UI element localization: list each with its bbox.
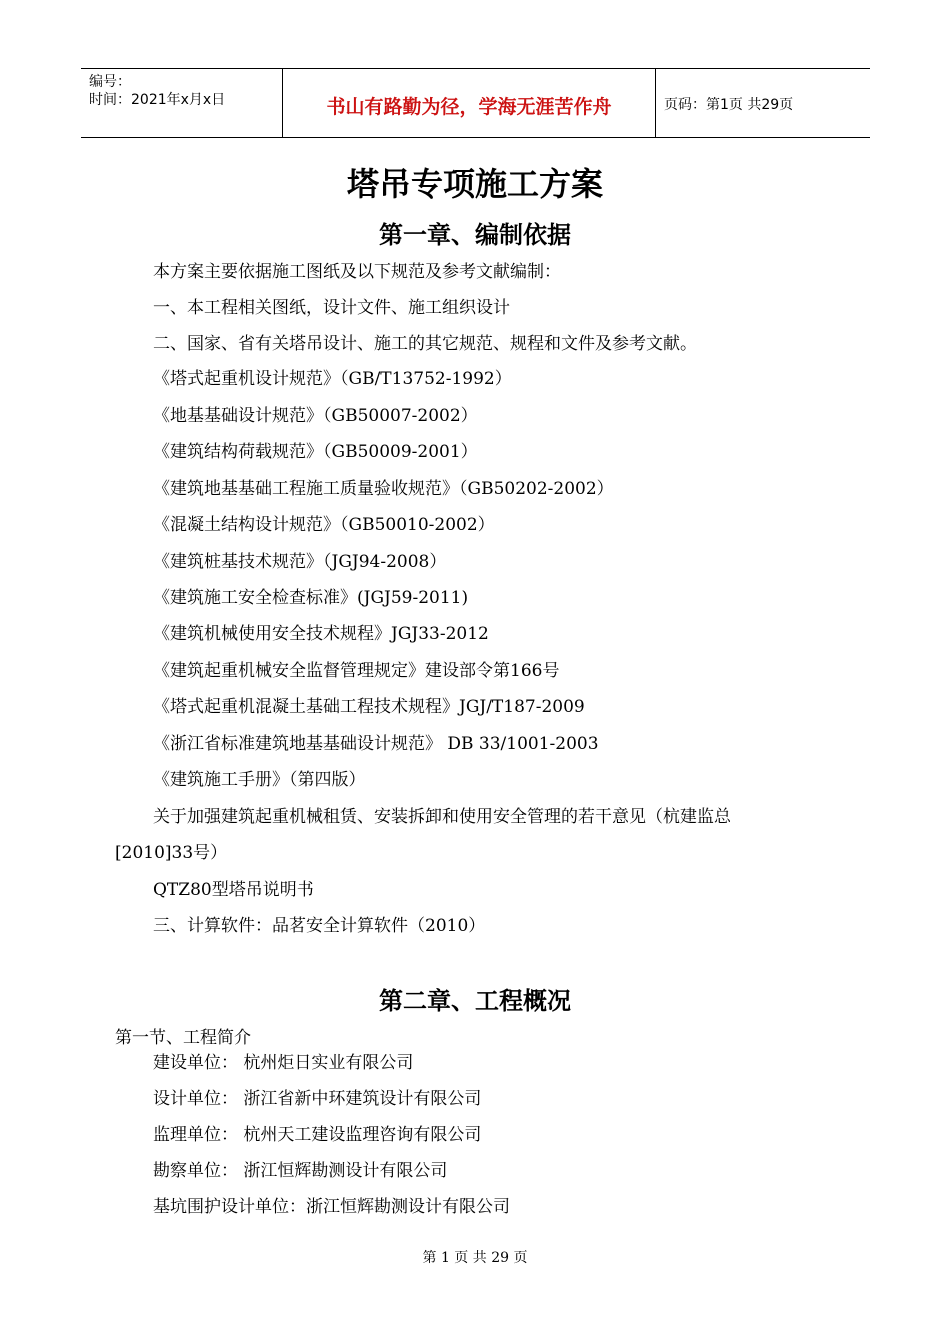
document-time-label: 时间：2021年x月x日	[89, 92, 226, 108]
header-page-cell	[656, 69, 870, 137]
reference-item: 《建筑桩基技术规范》（JGJ94-2008）	[153, 552, 447, 572]
chapter-2-title: 第二章、工程概况	[379, 986, 571, 1015]
reference-item: 《建筑机械使用安全技术规程》JGJ33-2012	[153, 624, 489, 644]
document-title: 塔吊专项施工方案	[346, 165, 603, 203]
reference-item: 《建筑结构荷载规范》（GB50009-2001）	[153, 442, 478, 462]
header-motto-cell	[283, 69, 656, 137]
reference-item: 《塔式起重机设计规范》（GB/T13752-1992）	[153, 369, 512, 389]
reference-item-continuation: [2010]33号）	[115, 843, 228, 863]
reference-item: 《建筑起重机械安全监督管理规定》建设部令第166号	[153, 661, 560, 681]
page-footer: 第 1 页 共 29 页	[422, 1250, 528, 1266]
reference-item: 《浙江省标准建筑地基基础设计规范》 DB 33/1001-2003	[153, 734, 599, 754]
header-meta-cell	[81, 69, 283, 137]
project-info-line: 设计单位： 浙江省新中环建筑设计有限公司	[153, 1089, 482, 1109]
header-page-info: 页码：第1页 共29页	[664, 97, 794, 113]
page-header	[81, 68, 870, 138]
reference-item: QTZ80型塔吊说明书	[153, 880, 314, 900]
chapter-1-line: 本方案主要依据施工图纸及以下规范及参考文献编制：	[153, 262, 561, 282]
chapter-1-line: 二、国家、省有关塔吊设计、施工的其它规范、规程和文件及参考文献。	[153, 334, 697, 354]
reference-item: 《建筑地基基础工程施工质量验收规范》（GB50202-2002）	[153, 479, 614, 499]
chapter-1-title: 第一章、编制依据	[379, 220, 571, 249]
project-info-line: 勘察单位： 浙江恒辉勘测设计有限公司	[153, 1161, 448, 1181]
document-number-label: 编号：	[89, 74, 131, 90]
reference-item: 关于加强建筑起重机械租赁、安装拆卸和使用安全管理的若干意见（杭建监总	[153, 807, 731, 827]
reference-item: 《建筑施工安全检查标准》(JGJ59-2011)	[153, 588, 469, 608]
project-info-line: 监理单位： 杭州天工建设监理咨询有限公司	[153, 1125, 482, 1145]
reference-item: 《混凝土结构设计规范》（GB50010-2002）	[153, 515, 495, 535]
section-1-title: 第一节、工程简介	[115, 1028, 251, 1048]
reference-item: 《地基基础设计规范》（GB50007-2002）	[153, 406, 478, 426]
reference-item: 《建筑施工手册》（第四版）	[153, 770, 366, 790]
reference-item: 《塔式起重机混凝土基础工程技术规程》JGJ/T187-2009	[153, 697, 585, 717]
project-info-line: 建设单位： 杭州炬日实业有限公司	[153, 1053, 414, 1073]
header-motto: 书山有路勤为径，学海无涯苦作舟	[326, 96, 612, 118]
chapter-1-line: 一、本工程相关图纸，设计文件、施工组织设计	[153, 298, 510, 318]
project-info-line: 基坑围护设计单位：浙江恒辉勘测设计有限公司	[153, 1197, 510, 1217]
chapter-1-line: 三、计算软件：品茗安全计算软件（2010）	[153, 916, 486, 936]
